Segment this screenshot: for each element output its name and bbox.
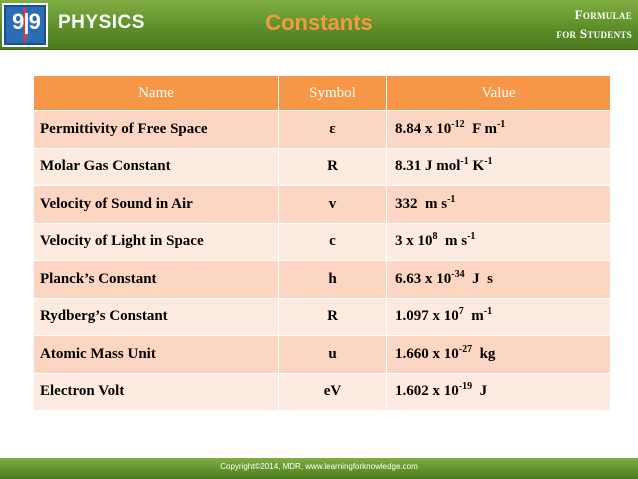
page-title: Constants [265,10,373,35]
value-exponent: -27 [458,343,473,355]
footer-bar [0,458,638,479]
value-exponent: -1 [467,231,476,243]
constant-symbol: c [279,223,387,261]
column-header-value: Value [387,76,611,111]
brand-line-1: Formulae [574,7,632,22]
constant-name: Atomic Mass Unit [34,336,279,374]
value-text: 1.097 x 10 [395,308,459,325]
table-row [34,261,611,299]
constant-value [387,186,611,224]
value-text: J s [464,270,493,287]
constant-value [387,336,611,374]
constant-value [387,298,611,336]
table-row [34,223,611,261]
constant-symbol: R [279,298,387,336]
constant-value [387,148,611,186]
logo-text: 9|9 [12,9,40,34]
constant-symbol: v [279,186,387,224]
constant-symbol: eV [279,373,387,411]
value-text: 1.660 x 10 [395,345,459,362]
value-exponent: 7 [458,306,464,318]
value-exponent: 8 [432,231,438,243]
value-text: kg [472,345,496,362]
constant-value [387,223,611,261]
value-text: J [472,383,488,400]
constant-name: Permittivity of Free Space [34,111,279,149]
value-text: 3 x 10 [395,233,433,250]
table-row [34,298,611,336]
value-text: 8.84 x 10 [395,120,452,137]
value-exponent: -1 [460,156,469,168]
constant-name: Planck’s Constant [34,261,279,299]
value-exponent: -1 [447,193,456,205]
value-exponent: -19 [458,381,473,393]
value-text: 332 m s [395,195,448,212]
column-header-symbol: Symbol [279,76,387,111]
value-exponent: -12 [451,118,465,130]
constants-table [33,75,611,411]
value-text: F m [464,120,497,137]
constant-value [387,111,611,149]
value-exponent: -1 [484,156,493,168]
value-exponent: -34 [451,268,465,280]
value-text: 6.63 x 10 [395,270,452,287]
subject-title: PHYSICS [58,12,145,33]
constant-value [387,261,611,299]
constant-name: Rydberg’s Constant [34,298,279,336]
constant-name: Velocity of Sound in Air [34,186,279,224]
value-exponent: -1 [496,118,506,130]
table-row [34,336,611,374]
column-header-name: Name [34,76,279,111]
copyright-text: Copyright©2014, MDR, www.learningforknowledge.com [220,462,418,471]
value-text: 8.31 J mol [395,158,461,175]
header-bar [0,0,638,50]
constant-symbol: h [279,261,387,299]
constant-symbol: R [279,148,387,186]
table-row [34,111,611,149]
value-text: K [468,158,485,175]
table-row [34,373,611,411]
value-text: 1.602 x 10 [395,383,459,400]
table-header-row [34,76,611,111]
table-row [34,186,611,224]
table-row [34,148,611,186]
constant-symbol: u [279,336,387,374]
brand-text [556,5,632,43]
value-text: m s [437,233,468,250]
value-text: m [463,308,484,325]
constant-name: Electron Volt [34,373,279,411]
constant-symbol: ε [279,111,387,149]
value-exponent: -1 [483,306,493,318]
constant-value [387,373,611,411]
brand-line-2: for Students [556,26,632,41]
constant-name: Velocity of Light in Space [34,223,279,261]
constant-name: Molar Gas Constant [34,148,279,186]
